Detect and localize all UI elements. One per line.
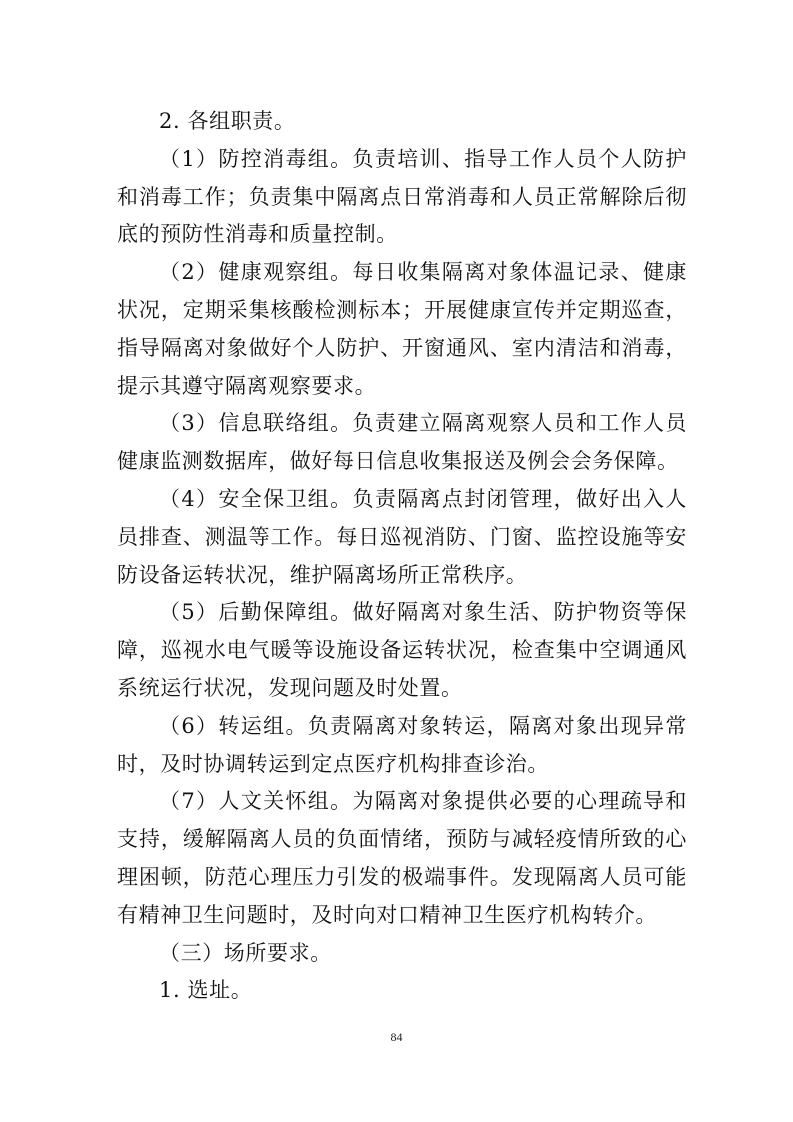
paragraph-information-liaison-group: （3）信息联络组。负责建立隔离观察人员和工作人员健康监测数据库，做好每日信息收集报送及例会会务保障。 bbox=[117, 411, 687, 474]
paragraph-site-requirements-heading: （三）场所要求。 bbox=[159, 940, 332, 965]
paragraph-humanistic-care-group: （7）人文关怀组。为隔离对象提供必要的心理疏导和支持，缓解隔离人员的负面情绪，预防与减轻疫情所致的心理困顿，防范心理压力引发的极端事件。发现隔离人员可能有精神卫生问题时，及时向对口精神卫生医疗机构转介。 bbox=[117, 789, 687, 927]
paragraph-disinfection-group: （1）防控消毒组。负责培训、指导工作人员个人防护和消毒工作；负责集中隔离点日常消毒和人员正常解除后彻底的预防性消毒和质量控制。 bbox=[117, 146, 687, 247]
page-number: 84 bbox=[390, 1030, 403, 1044]
page-body bbox=[117, 103, 687, 1010]
paragraph-logistics-group: （5）后勤保障组。做好隔离对象生活、防护物资等保障，巡视水电气暖等设施设备运转状况，检查集中空调通风系统运行状况，发现问题及时处置。 bbox=[117, 600, 687, 700]
paragraph-transfer-group: （6）转运组。负责隔离对象转运，隔离对象出现异常时，及时协调转运到定点医疗机构排查诊治。 bbox=[117, 713, 687, 776]
paragraph-group-duties-heading: 2. 各组职责。 bbox=[159, 109, 296, 133]
paragraph-site-selection-heading: 1. 选址。 bbox=[159, 978, 253, 1003]
paragraph-health-observation-group: （2）健康观察组。每日收集隔离对象体温记录、健康状况，定期采集核酸检测标本；开展健康宣传并定期巡查，指导隔离对象做好个人防护、开窗通风、室内清洁和消毒，提示其遵守隔离观察要求。 bbox=[117, 260, 687, 398]
paragraph-security-group: （4）安全保卫组。负责隔离点封闭管理，做好出入人员排查、测温等工作。每日巡视消防、门窗、监控设施等安防设备运转状况，维护隔离场所正常秩序。 bbox=[117, 486, 687, 587]
